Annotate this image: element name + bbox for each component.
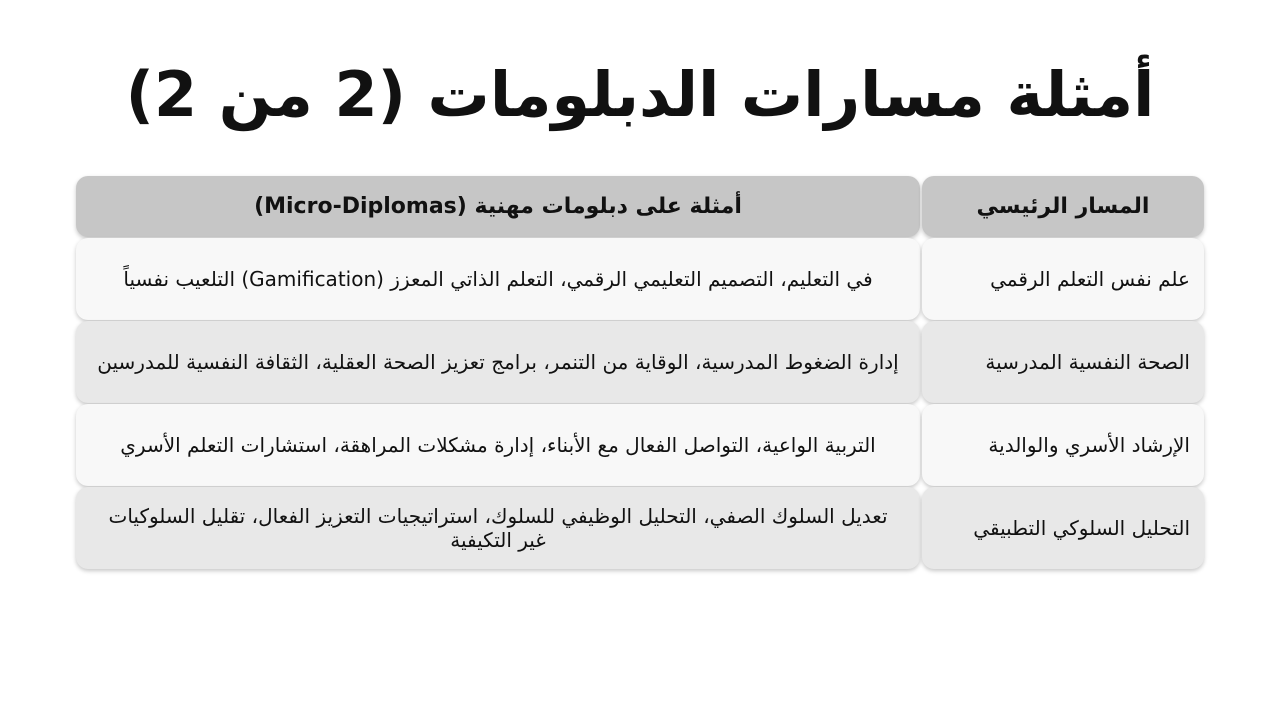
header-examples: أمثلة على دبلومات مهنية (Micro-Diplomas) bbox=[76, 176, 920, 237]
table-header-row bbox=[76, 176, 1204, 237]
examples-cell: تعديل السلوك الصفي، التحليل الوظيفي للسلوك، استراتيجيات التعزيز الفعال، تقليل السلوكيات غير التكيفية bbox=[76, 487, 920, 569]
slide-title: أمثلة مسارات الدبلومات (2 من 2) bbox=[125, 58, 1155, 131]
table-row bbox=[76, 487, 1204, 569]
diploma-tracks-table bbox=[76, 176, 1204, 570]
main-track-cell: التحليل السلوكي التطبيقي bbox=[922, 487, 1204, 569]
main-track-cell: علم نفس التعلم الرقمي bbox=[922, 238, 1204, 320]
examples-cell: في التعليم، التصميم التعليمي الرقمي، التعلم الذاتي المعزز (Gamification) التلعيب نفسياً bbox=[76, 238, 920, 320]
examples-cell: التربية الواعية، التواصل الفعال مع الأبناء، إدارة مشكلات المراهقة، استشارات التعلم الأسري bbox=[76, 404, 920, 486]
examples-cell: إدارة الضغوط المدرسية، الوقاية من التنمر، برامج تعزيز الصحة العقلية، الثقافة النفسية للمدرسين bbox=[76, 321, 920, 403]
main-track-cell: الإرشاد الأسري والوالدية bbox=[922, 404, 1204, 486]
main-track-cell: الصحة النفسية المدرسية bbox=[922, 321, 1204, 403]
table-row bbox=[76, 238, 1204, 320]
header-main-track: المسار الرئيسي bbox=[922, 176, 1204, 237]
table-row bbox=[76, 321, 1204, 403]
table-row bbox=[76, 404, 1204, 486]
